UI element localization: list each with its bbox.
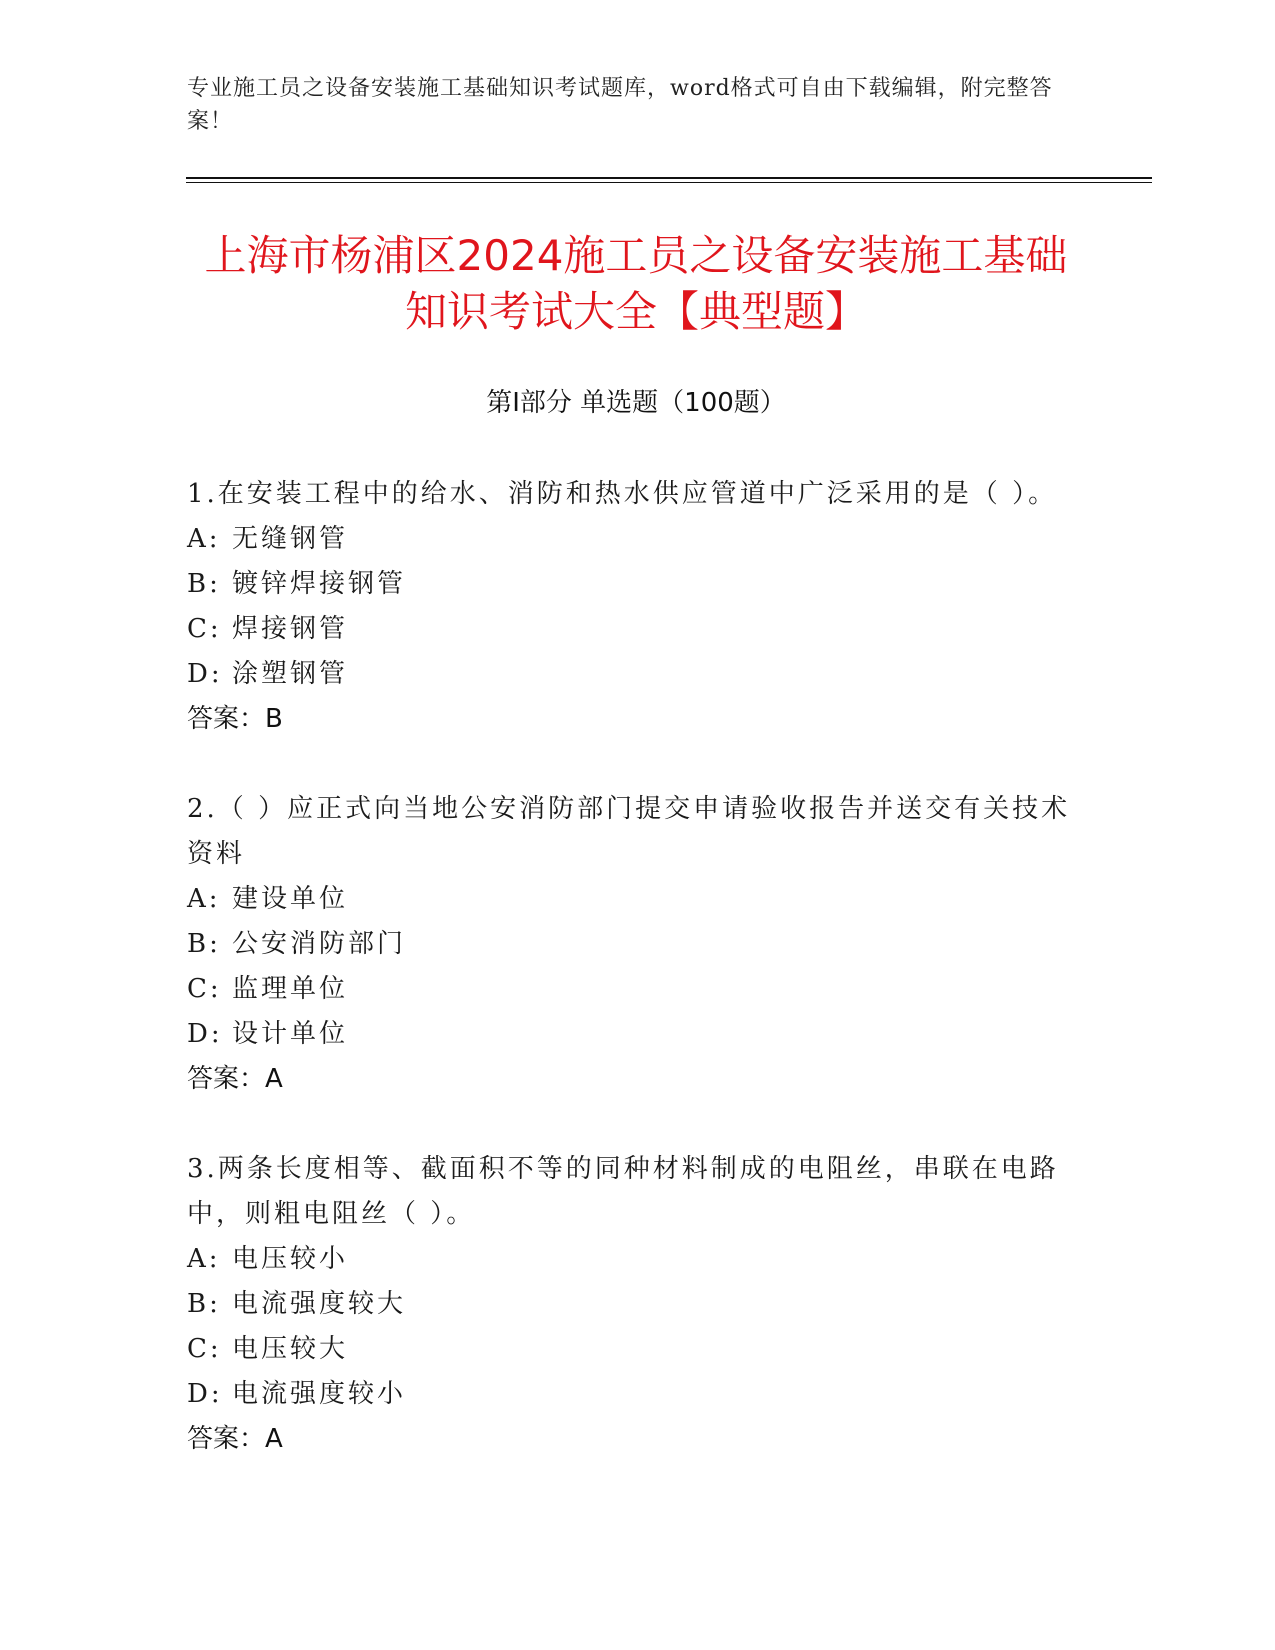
option-text: 设计单位: [232, 1019, 349, 1049]
option-letter: B:: [187, 1289, 221, 1319]
option-text: 电流强度较大: [232, 1289, 407, 1319]
document-title: 上海市杨浦区2024施工员之设备安装施工基础知识考试大全【典型题】: [204, 231, 1068, 336]
option-d: [187, 1012, 1077, 1057]
option-text: 焊接钢管: [232, 614, 349, 644]
option-letter: D:: [187, 659, 223, 689]
option-letter: D:: [187, 1019, 223, 1049]
option-letter: D:: [187, 1379, 223, 1409]
question-3: [187, 1147, 1077, 1462]
option-c: [187, 607, 1077, 652]
option-text: 涂塑钢管: [232, 659, 349, 689]
option-c: [187, 967, 1077, 1012]
option-letter: A:: [187, 884, 221, 914]
option-text: 建设单位: [232, 884, 349, 914]
option-a: [187, 877, 1077, 922]
question-stem: 3.两条长度相等、截面积不等的同种材料制成的电阻丝，串联在电路中，则粗电阻丝（ ）。: [187, 1154, 1059, 1229]
question-list: [187, 472, 1077, 1507]
option-text: 电压较小: [232, 1244, 349, 1274]
answer: 答案：B: [187, 704, 283, 734]
header-rule-thin: [186, 182, 1152, 183]
option-d: [187, 652, 1077, 697]
option-letter: C:: [187, 614, 222, 644]
question-stem: 2.（ ）应正式向当地公安消防部门提交申请验收报告并送交有关技术资料: [187, 794, 1071, 869]
question-1: [187, 472, 1077, 742]
option-b: [187, 562, 1077, 607]
option-text: 无缝钢管: [232, 524, 349, 554]
option-letter: A:: [187, 1244, 221, 1274]
header-rule-thick: [186, 177, 1152, 179]
option-text: 镀锌焊接钢管: [232, 569, 407, 599]
option-a: [187, 517, 1077, 562]
question-stem: 1.在安装工程中的给水、消防和热水供应管道中广泛采用的是（ ）。: [187, 479, 1058, 509]
option-text: 电压较大: [232, 1334, 349, 1364]
option-d: [187, 1372, 1077, 1417]
header-note: 专业施工员之设备安装施工基础知识考试题库，word格式可自由下载编辑，附完整答案！: [187, 76, 1053, 134]
option-a: [187, 1237, 1077, 1282]
question-2: [187, 787, 1077, 1102]
option-letter: C:: [187, 974, 222, 1004]
answer: 答案：A: [187, 1424, 283, 1454]
answer: 答案：A: [187, 1064, 283, 1094]
option-letter: B:: [187, 569, 221, 599]
option-letter: B:: [187, 929, 221, 959]
option-b: [187, 1282, 1077, 1327]
option-letter: A:: [187, 524, 221, 554]
option-text: 监理单位: [232, 974, 349, 1004]
option-b: [187, 922, 1077, 967]
option-text: 公安消防部门: [232, 929, 407, 959]
option-c: [187, 1327, 1077, 1372]
section-title: 第I部分 单选题（100题）: [486, 388, 786, 418]
option-text: 电流强度较小: [232, 1379, 407, 1409]
option-letter: C:: [187, 1334, 222, 1364]
